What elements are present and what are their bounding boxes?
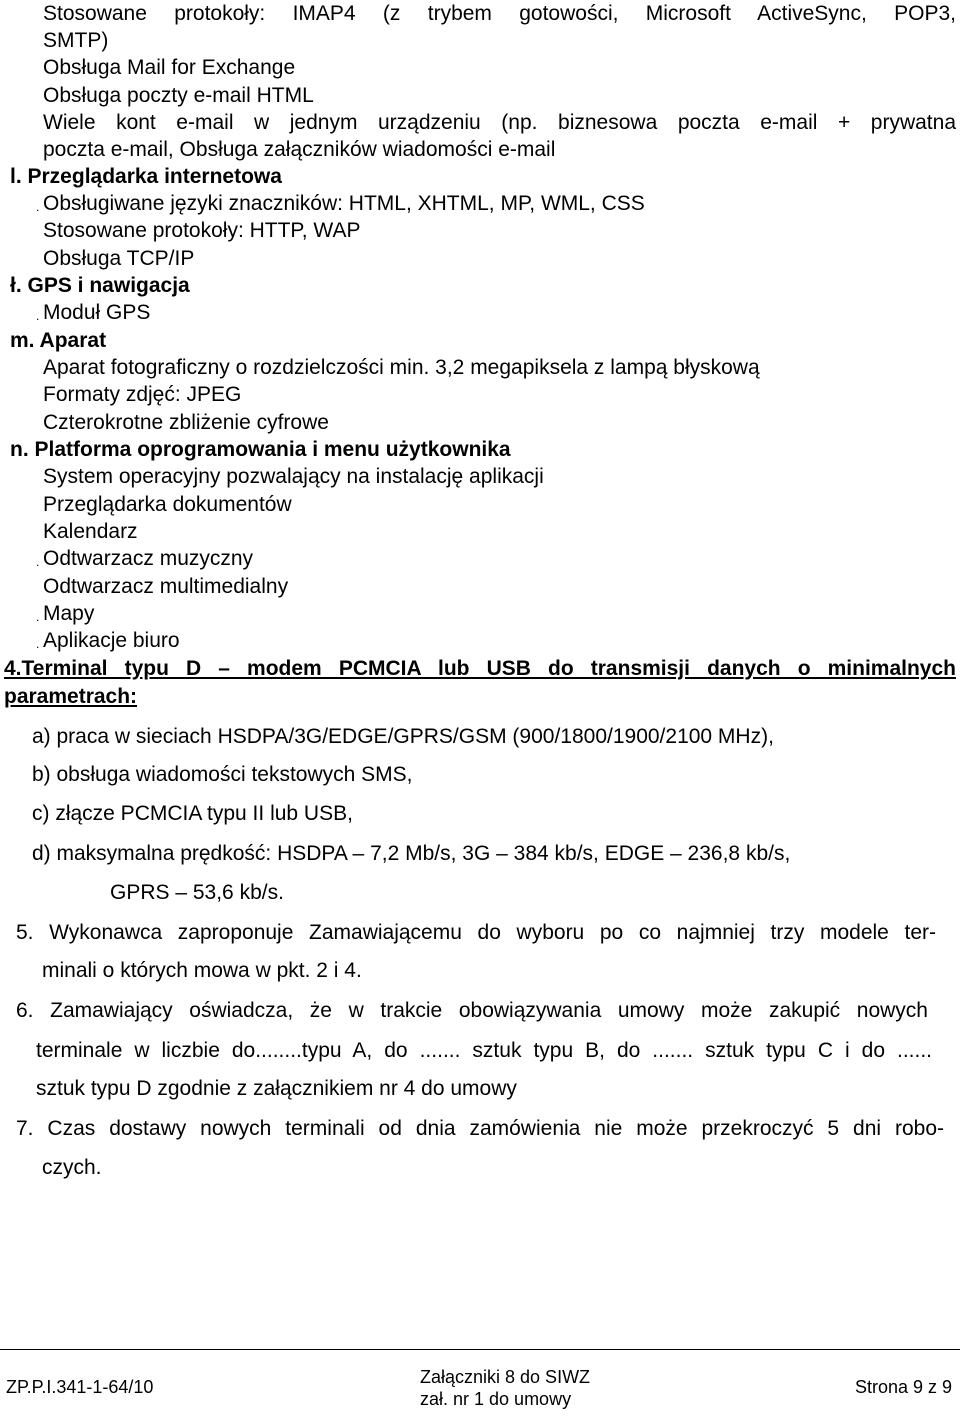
protocols-line-1: Stosowane protokoły: IMAP4 (z trybem gotowości, Microsoft ActiveSync, POP3, [43,2,956,25]
bullet-dot: . [36,610,40,624]
section-n-item: Aplikacje biuro [43,629,180,652]
point-6-line-2: terminale w liczbie do........typu A, do ....... sztuk typu B, do ....... sztuk typu C i do ...... [36,1039,932,1062]
multi-account-line-2: poczta e-mail, Obsługa załączników wiadomości e-mail [43,138,556,161]
bullet-dot: . [36,309,40,323]
section-l-item: Stosowane protokoły: HTTP, WAP [43,219,361,242]
exchange-line: Obsługa Mail for Exchange [43,56,296,79]
bullet-dot: . [36,200,40,214]
footer-page-number: Strona 9 z 9 [854,1377,952,1397]
section-l-item: Obsługiwane języki znaczników: HTML, XHTML, MP, WML, CSS [43,192,645,215]
section-4-item: b) obsługa wiadomości tekstowych SMS, [32,763,413,786]
point-7-line-1: 7. Czas dostawy nowych terminali od dnia zamówienia nie może przekroczyć 5 dni robo- [16,1117,944,1140]
section-m-item: Formaty zdjęć: JPEG [43,383,242,406]
section-m-item: Czterokrotne zbliżenie cyfrowe [43,411,329,434]
section-n-item: System operacyjny pozwalający na instalację aplikacji [43,465,544,488]
point-6-line-1: 6. Zamawiający oświadcza, że w trakcie obowiązywania umowy może zakupić nowych [16,999,928,1022]
section-4-item: c) złącze PCMCIA typu II lub USB, [32,802,353,825]
point-5-line-2: minali o których mowa w pkt. 2 i 4. [42,959,362,982]
bullet-dot: . [36,555,40,569]
section-n-item: Przeglądarka dokumentów [43,493,292,516]
footer-divider [0,1349,960,1350]
point-7-line-2: czych. [42,1156,102,1179]
section-n-item: Odtwarzacz muzyczny [43,547,254,570]
section-m-item: Aparat fotograficzny o rozdzielczości min. 3,2 megapiksela z lampą błyskową [43,356,760,379]
section-n-item: Odtwarzacz multimedialny [43,575,289,598]
footer-reference: ZP.P.I.341-1-64/10 [6,1377,154,1397]
section-4-item: d) maksymalna prędkość: HSDPA – 7,2 Mb/s, 3G – 384 kb/s, EDGE – 236,8 kb/s, [32,842,791,865]
section-m-heading: m. Aparat [10,329,107,352]
bullet-dot: . [36,637,40,651]
footer-attachment-line-2: zał. nr 1 do umowy [420,1389,572,1409]
footer-attachment-line-1: Załączniki 8 do SIWZ [420,1367,591,1387]
html-mail-line: Obsługa poczty e-mail HTML [43,84,314,107]
point-6-line-3: sztuk typu D zgodnie z załącznikiem nr 4 do umowy [36,1077,517,1100]
section-n-heading: n. Platforma oprogramowania i menu użytkownika [10,438,511,461]
section-4-item: GPRS – 53,6 kb/s. [110,881,284,904]
section-4-heading-line-1: 4.Terminal typu D – modem PCMCIA lub USB do transmisji danych o minimalnych [4,657,956,680]
section-l2-heading: ł. GPS i nawigacja [10,274,190,297]
section-l-heading: l. Przeglądarka internetowa [10,165,282,188]
protocols-line-2: SMTP) [43,29,109,52]
section-n-item: Kalendarz [43,520,138,543]
section-4-heading-line-2: parametrach: [4,685,138,708]
multi-account-line-1: Wiele kont e-mail w jednym urządzeniu (np. biznesowa poczta e-mail + prywatna [43,111,956,134]
section-l2-item: Moduł GPS [43,301,151,324]
point-5-line-1: 5. Wykonawca zaproponuje Zamawiającemu do wyboru po co najmniej trzy modele ter- [16,921,936,944]
section-4-item: a) praca w sieciach HSDPA/3G/EDGE/GPRS/GSM (900/1800/1900/2100 MHz), [32,725,774,748]
section-l-item: Obsługa TCP/IP [43,247,195,270]
section-n-item: Mapy [43,602,95,625]
